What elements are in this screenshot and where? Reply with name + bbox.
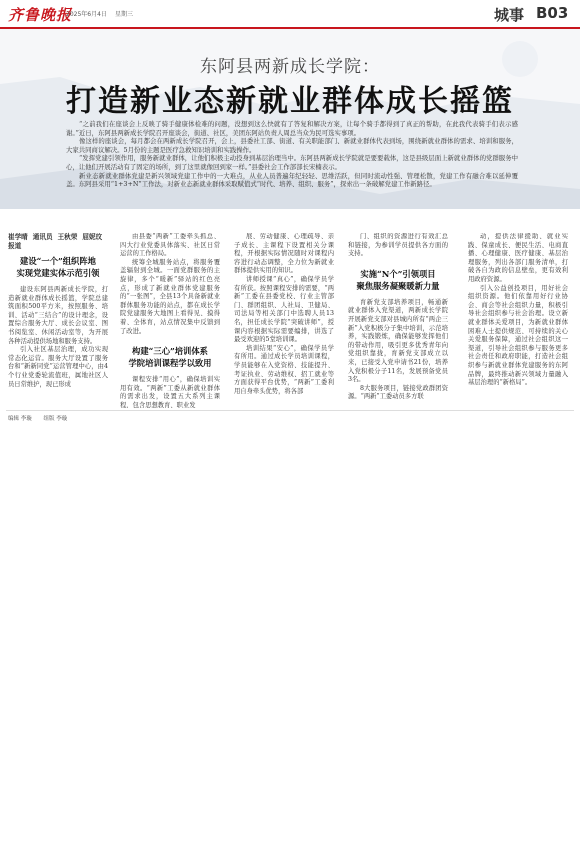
body-paragraph: 培训结果“安心”，确保学员学有所用。通过成长学员培训课程，学员能够在入党资格、技能提升、考证执业、劳动维权、招工就业等方面获得平台优势，“两新”工委利用自身牵头优势，将各部	[234, 344, 334, 395]
page-footer	[8, 414, 77, 422]
article-headline: 打造新业态新就业群体成长摇篮	[66, 84, 514, 119]
byline-item: 通讯员	[32, 233, 53, 241]
byline-item: 崔学晴	[8, 233, 28, 241]
section-subheading: 实现党建实体示范引领	[16, 268, 100, 278]
article-kicker: 东阿县两新成长学院：	[200, 57, 380, 77]
body-paragraph: 建设东阿县两新成长学院，打造新就业群体成长摇篮，学院总建筑面积500平方米，按照服务、培训、活动“三结合”的设计理念，设置综合服务大厅、成长会议室、图书阅览室、休闲活动室等，为开展各种活动提供场地和服务支持。	[8, 286, 108, 345]
body-paragraph: 引入公益创投项目，用好社会组织资源。他们依靠用好行业协会、商会等社会组织力量，积极引导社会组织参与社会治理。设立新就业群体关爱项目，为新就业群体困难人士提供规范、可持续的关心关爱服务保障，通过社会组织这一渠道，引导社会组织参与服务更多社会责任和政府职能，打造社会组织参与新就业群体党建服务的东阿品牌，最终推动新兴领域力量融入基层治理的“新格局”。	[468, 284, 568, 387]
page-number: B03	[536, 4, 569, 22]
body-paragraph: 育新党支部培养项目，畅通新就业群体入党渠道，两新成长学院开展新党支部对县城内所有“两企三新”入党积极分子集中培训，示范培养，实践锻炼，确保能够发挥他们的带动作用，吸引更多优秀青年向党组织靠拢，育新党支部成立以来，已接受入党申请书21份，培养入党积极分子11名，发展预备党员3名。	[348, 298, 448, 384]
blank-page-area	[0, 430, 580, 851]
section-subheading: 学院培训课程学以致用	[128, 358, 212, 369]
lead-paragraph: “发挥党建引领作用，服务新就业群体，让他们积极主动投身到基层治理当中。东阿县两新成长学院就是要要载体，这是县级层面上新就业群体的党群服务中心，让他们开展活动有了固定的场所，到了这里就像回到家一样。”县委社会工作部部长宋楠表示。	[66, 154, 518, 171]
section-subheading: 构建“三心”培训体系	[132, 346, 208, 357]
layout-credit: 组版 李璇	[43, 416, 68, 422]
body-paragraph: 门、组织的资源进行有效汇总和链接，为参训学员提供各方面的支持。	[348, 233, 448, 258]
article-column-2	[120, 233, 220, 408]
section-subheading: 聚焦服务凝聚暖新力量	[356, 280, 440, 291]
article-column-1	[8, 246, 108, 408]
body-paragraph: 讲师授课“真心”，确保学员学有所获。按照课程安排的需要，“两新”工委在县委党校、行业主管部门、群团组织、人社局、卫健局、司法局等相关部门中选聘人员13名，担任成长学院“突破讲师”，授课内容根据实际需要编排，讲选了最受欢迎的5堂培训课。	[234, 275, 334, 344]
article-column-5	[468, 233, 568, 408]
issue-weekday: 星期三	[115, 11, 134, 18]
editor-credit: 编辑 李璇	[8, 416, 32, 422]
masthead	[0, 0, 580, 28]
section-subheading: 建设“一个”组织阵地	[20, 256, 96, 266]
section-name: 城事	[494, 6, 525, 24]
footer-rule	[6, 410, 574, 411]
body-paragraph: 8大服务项目，链接党政群团资源。“两新”工委动员多方联	[348, 384, 448, 401]
body-paragraph: 由县委“两新”工委牵头抓总、四大行业党委具体落实、社区日常运营的工作格局。	[120, 233, 220, 258]
byline-item: 屈妮玟报道	[8, 233, 103, 250]
issue-date: 2025年6月4日	[66, 11, 107, 18]
article-column-3	[234, 233, 334, 408]
body-paragraph: 课程安排“用心”，确保培训实用有效。“两新”工委从新就业群体的需求出发，设置五大系列主课程，包含思想教育、职业发	[120, 376, 220, 408]
lead-paragraph: “之前我们在座谈会上反映了骑手健康体检难的问题，没想到这么快就有了答复和解决方案，让每个骑手都得到了真正的帮助，在此我代表骑手们表示感谢。”近日，东阿县两新成长学院召开座谈会，街道、社区，美团东阿站负责人周总当众为民可选实事项。	[66, 120, 518, 137]
article-lead	[66, 120, 518, 189]
lead-paragraph: 新业态新就业群体党建是新兴领域党建工作中的一大难点，从业人员普遍年纪轻轻、思维活跃，但同时流动性强、管理松散，党建工作有融合难以延伸覆盖。东阿县采用“1+3+N”工作法，对新业态新就业群体采取赋值式“时代、培养、组织、服务”，探索出一条破解党建工作新路径。	[66, 171, 518, 189]
body-paragraph: 展、劳动健康、心理疏导、亲子成长、主课程下设置相关分课程，开根据实际情况随时对课程内容进行动态调整，全力位为新就业群体提供实用的知识。	[234, 233, 334, 275]
article-column-4	[348, 233, 448, 408]
byline-item: 王秋荣	[57, 233, 78, 241]
body-paragraph: 引入社区基层治理，成功实现常态化运营。服务大厅设置了服务台和“新新同党”运营管理中心，由4个行业党委轮流值班，属地社区人员日常维护，现已形成	[8, 346, 108, 388]
body-paragraph: 动，提供法律援助、就业实践、保童成长、便民生活、电商直播、心理健康、医疗健康、基层治理服务，列出各部门服务清单，打破各自为政的信息壁垒，更有效利用政府资源。	[468, 233, 568, 283]
newspaper-logo: 齐鲁晚报	[8, 6, 73, 24]
lead-paragraph: 像这样的座谈会，每月都会在两新成长学院召开，会上，县委社工部、街道、有关职能部门、新就业群体代表到场，围绕新就业群体的需求、培训和服务，大家共同商议解决。5月份的主题是医疗急救知识培训和实践操作。	[66, 137, 518, 154]
section-subheading: 实施“N个”引领项目	[360, 268, 436, 279]
body-paragraph: 统筹全城服务站点，将服务覆盖辐射到全城。一面党群服务的主旋律，多个“暖新”驿站的红色亮点，形成了新就业群体党建服务的“一张图”，全县13个具备新就业群体服务功能的站点，都在成长学院党建服务大地图上看得见、摸得着、全体育，站点情况集中反馈到了改进。	[120, 258, 220, 335]
